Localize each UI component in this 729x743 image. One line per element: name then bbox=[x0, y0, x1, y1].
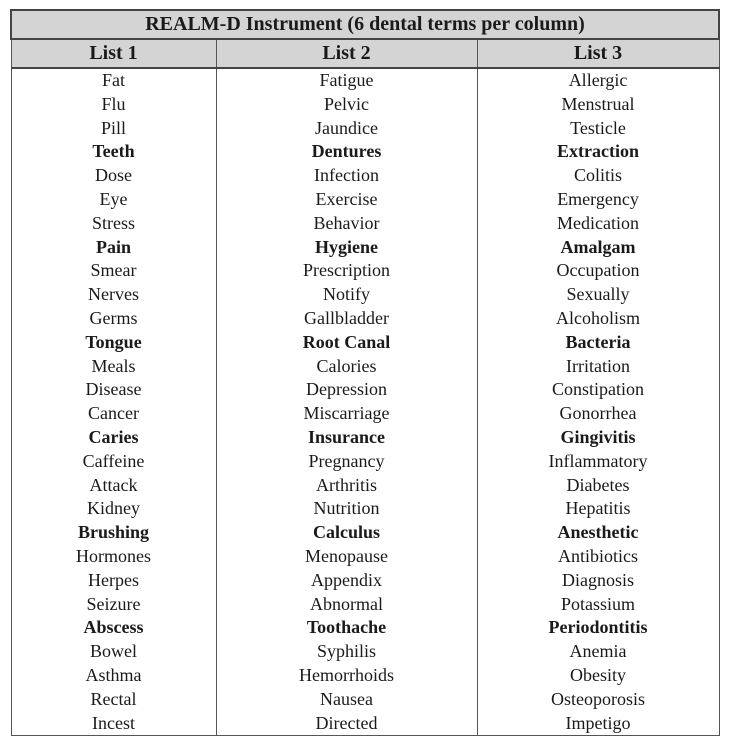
table-row bbox=[11, 307, 719, 331]
dental-term-cell: Teeth bbox=[11, 140, 216, 164]
dental-term-cell: Toothache bbox=[216, 616, 477, 640]
term-cell: Prescription bbox=[216, 259, 477, 283]
table-row bbox=[11, 616, 719, 640]
term-cell: Disease bbox=[11, 378, 216, 402]
term-cell: Germs bbox=[11, 307, 216, 331]
term-cell: Infection bbox=[216, 164, 477, 188]
table-body bbox=[11, 68, 719, 736]
table-row bbox=[11, 688, 719, 712]
term-cell: Directed bbox=[216, 712, 477, 736]
term-cell: Depression bbox=[216, 378, 477, 402]
dental-term-cell: Abscess bbox=[11, 616, 216, 640]
term-cell: Flu bbox=[11, 93, 216, 117]
term-cell: Gonorrhea bbox=[477, 402, 719, 426]
term-cell: Asthma bbox=[11, 664, 216, 688]
table-row bbox=[11, 474, 719, 498]
term-cell: Behavior bbox=[216, 212, 477, 236]
table-title: REALM-D Instrument (6 dental terms per column) bbox=[11, 10, 719, 39]
table-row bbox=[11, 712, 719, 736]
term-cell: Diagnosis bbox=[477, 569, 719, 593]
term-cell: Emergency bbox=[477, 188, 719, 212]
term-cell: Menopause bbox=[216, 545, 477, 569]
dental-term-cell: Amalgam bbox=[477, 236, 719, 260]
column-header-list-3: List 3 bbox=[477, 39, 719, 68]
column-header-list-2: List 2 bbox=[216, 39, 477, 68]
term-cell: Pelvic bbox=[216, 93, 477, 117]
dental-term-cell: Tongue bbox=[11, 331, 216, 355]
dental-term-cell: Hygiene bbox=[216, 236, 477, 260]
table-row bbox=[11, 426, 719, 450]
table-row bbox=[11, 545, 719, 569]
term-cell: Rectal bbox=[11, 688, 216, 712]
term-cell: Cancer bbox=[11, 402, 216, 426]
term-cell: Eye bbox=[11, 188, 216, 212]
term-cell: Pill bbox=[11, 117, 216, 141]
term-cell: Sexually bbox=[477, 283, 719, 307]
term-cell: Fatigue bbox=[216, 68, 477, 93]
term-cell: Anemia bbox=[477, 640, 719, 664]
dental-term-cell: Anesthetic bbox=[477, 521, 719, 545]
table-row bbox=[11, 164, 719, 188]
table-row bbox=[11, 259, 719, 283]
table-row bbox=[11, 378, 719, 402]
table-row bbox=[11, 640, 719, 664]
table-row bbox=[11, 450, 719, 474]
term-cell: Pregnancy bbox=[216, 450, 477, 474]
term-cell: Occupation bbox=[477, 259, 719, 283]
table-row bbox=[11, 236, 719, 260]
table-row bbox=[11, 664, 719, 688]
realm-d-table-container bbox=[10, 9, 718, 736]
term-cell: Hormones bbox=[11, 545, 216, 569]
table-row bbox=[11, 521, 719, 545]
table-row bbox=[11, 593, 719, 617]
term-cell: Osteoporosis bbox=[477, 688, 719, 712]
term-cell: Hepatitis bbox=[477, 497, 719, 521]
term-cell: Constipation bbox=[477, 378, 719, 402]
term-cell: Stress bbox=[11, 212, 216, 236]
term-cell: Fat bbox=[11, 68, 216, 93]
table-row bbox=[11, 140, 719, 164]
term-cell: Hemorrhoids bbox=[216, 664, 477, 688]
term-cell: Kidney bbox=[11, 497, 216, 521]
dental-term-cell: Bacteria bbox=[477, 331, 719, 355]
term-cell: Meals bbox=[11, 355, 216, 379]
term-cell: Attack bbox=[11, 474, 216, 498]
term-cell: Nerves bbox=[11, 283, 216, 307]
table-row bbox=[11, 188, 719, 212]
realm-d-table bbox=[10, 9, 720, 736]
dental-term-cell: Calculus bbox=[216, 521, 477, 545]
table-title-row bbox=[11, 10, 719, 39]
term-cell: Alcoholism bbox=[477, 307, 719, 331]
term-cell: Nutrition bbox=[216, 497, 477, 521]
term-cell: Colitis bbox=[477, 164, 719, 188]
term-cell: Testicle bbox=[477, 117, 719, 141]
table-row bbox=[11, 569, 719, 593]
term-cell: Jaundice bbox=[216, 117, 477, 141]
term-cell: Dose bbox=[11, 164, 216, 188]
term-cell: Nausea bbox=[216, 688, 477, 712]
table-row bbox=[11, 93, 719, 117]
table-row bbox=[11, 68, 719, 93]
table-row bbox=[11, 402, 719, 426]
dental-term-cell: Root Canal bbox=[216, 331, 477, 355]
term-cell: Abnormal bbox=[216, 593, 477, 617]
term-cell: Smear bbox=[11, 259, 216, 283]
term-cell: Medication bbox=[477, 212, 719, 236]
term-cell: Notify bbox=[216, 283, 477, 307]
term-cell: Potassium bbox=[477, 593, 719, 617]
dental-term-cell: Pain bbox=[11, 236, 216, 260]
term-cell: Miscarriage bbox=[216, 402, 477, 426]
term-cell: Calories bbox=[216, 355, 477, 379]
table-row bbox=[11, 212, 719, 236]
dental-term-cell: Gingivitis bbox=[477, 426, 719, 450]
term-cell: Allergic bbox=[477, 68, 719, 93]
table-row bbox=[11, 283, 719, 307]
term-cell: Menstrual bbox=[477, 93, 719, 117]
term-cell: Inflammatory bbox=[477, 450, 719, 474]
term-cell: Herpes bbox=[11, 569, 216, 593]
term-cell: Seizure bbox=[11, 593, 216, 617]
dental-term-cell: Extraction bbox=[477, 140, 719, 164]
table-row bbox=[11, 497, 719, 521]
term-cell: Incest bbox=[11, 712, 216, 736]
term-cell: Bowel bbox=[11, 640, 216, 664]
term-cell: Exercise bbox=[216, 188, 477, 212]
term-cell: Diabetes bbox=[477, 474, 719, 498]
dental-term-cell: Dentures bbox=[216, 140, 477, 164]
term-cell: Caffeine bbox=[11, 450, 216, 474]
column-header-row bbox=[11, 39, 719, 68]
table-row bbox=[11, 331, 719, 355]
table-row bbox=[11, 355, 719, 379]
term-cell: Gallbladder bbox=[216, 307, 477, 331]
column-header-list-1: List 1 bbox=[11, 39, 216, 68]
term-cell: Obesity bbox=[477, 664, 719, 688]
dental-term-cell: Periodontitis bbox=[477, 616, 719, 640]
term-cell: Appendix bbox=[216, 569, 477, 593]
dental-term-cell: Caries bbox=[11, 426, 216, 450]
term-cell: Syphilis bbox=[216, 640, 477, 664]
dental-term-cell: Brushing bbox=[11, 521, 216, 545]
dental-term-cell: Insurance bbox=[216, 426, 477, 450]
term-cell: Impetigo bbox=[477, 712, 719, 736]
term-cell: Irritation bbox=[477, 355, 719, 379]
term-cell: Arthritis bbox=[216, 474, 477, 498]
term-cell: Antibiotics bbox=[477, 545, 719, 569]
table-row bbox=[11, 117, 719, 141]
